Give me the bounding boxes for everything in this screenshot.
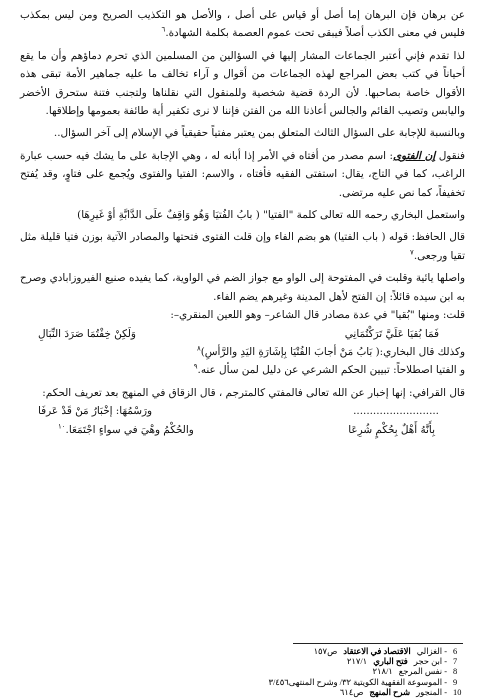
verse-3-second-hemistich bbox=[58, 421, 194, 439]
footnote-9 bbox=[163, 678, 463, 688]
paragraph-3: وبالنسبة للإجابة على السؤال الثالث المتعلق بمن يعتبر مفتياً حقيقياً في الإسلام إلى آخر السؤال.. bbox=[53, 127, 465, 140]
footnote-author: - الغزالي bbox=[416, 647, 447, 656]
footnote-reference: ٢١٧/١ bbox=[346, 657, 368, 667]
footnote-book: الاقتصاد في الاعتقاد bbox=[343, 647, 411, 656]
footnote-book: فتح الباري bbox=[373, 657, 408, 667]
footnote-book: شرح المنهج bbox=[369, 687, 411, 697]
footnote-8 bbox=[163, 667, 463, 677]
verse-2-second-hemistich: ورَسْمُهَا: إخْبَارُ مَنْ قَدْ عَرفَا bbox=[38, 405, 153, 418]
paragraph-9 bbox=[20, 343, 465, 361]
paragraph-6 bbox=[20, 228, 465, 265]
footnote-10 bbox=[163, 688, 463, 698]
footnote-number: 10 bbox=[453, 687, 462, 697]
term-fatwa-highlight: إن الفتوى bbox=[392, 149, 436, 162]
footnote-ref-8: ٨ bbox=[196, 344, 201, 353]
footnote-author: - المنجور bbox=[416, 687, 447, 697]
paragraph-9-text: وكذلك قال البخاري:( بَابُ مَنْ أجابَ الفُتْيَا بِإشَارَةِ اليَدِ والرَّأسِ) bbox=[200, 345, 465, 358]
paragraph-4-lead: فنقول bbox=[438, 149, 465, 162]
verse-2 bbox=[20, 402, 465, 420]
verse-3-first-hemistich: بِأَنَّهُ أَهْلٌ بِحُكْمٍ شُرِعَا bbox=[348, 423, 435, 436]
footnote-reference: ص٦١٤ bbox=[339, 687, 364, 697]
footnote-6 bbox=[163, 647, 463, 657]
paragraph-2: لذا تقدم فإني أعتبر الجماعات المشار إليها في السؤالين من المسلمين الذي تحرم دماؤهم وأن ما يقع أحياناً في كتب بعض المراجع لهذه الجماعات من أقوال و آراء تخالف ما عليه جماهير الأمة تبقى هذه الأقوال خاصة بصاحبها. لأن الردة قضية شخصية وللمنقول التي نقلناها ولتجنب فتنة ستحرق الأخضر واليابس وتصيب القائم والجالس أعاذنا الله من الفتن فإننا لا نرى تكفير أية طائفة بعمومها وإطلاقها. bbox=[20, 49, 465, 118]
footnote-divider bbox=[293, 643, 463, 644]
paragraph-4-text: : اسم مصدر من أفتاه في الأمر إذا أبانه له ، وهي الإجابة على ما يشك فيه حسب عبارة الراغب، كما في التاج، يقال: استفتى الفقيه فأفتاه ، والاسم: الفتيا والفتوى ويُجمع على فتاوٍ، وقد يُفتح تخفيفاً، كما نص عليه مرتضى. bbox=[20, 149, 465, 199]
footnote-reference: ٢١٨/١ bbox=[372, 667, 393, 677]
paragraph-4 bbox=[20, 147, 465, 202]
verse-3-second-text: والحُكْمُ وهْيَ في سواءٍ اجْتَمَعَا. bbox=[65, 423, 194, 436]
footnote-number: 9 bbox=[453, 677, 458, 687]
footnote-ref-6: ٦ bbox=[161, 25, 166, 34]
footnote-ref-10: ١٠ bbox=[58, 422, 66, 431]
footnote-author: - الموسوعة الفقهية الكويتية ٣٢/ وشرح المنتهى٣/٤٥٦ bbox=[268, 677, 447, 687]
verse-1-second-hemistich: وَلَكِنْ خِفْتُمَا صَرَدَ النِّبَالِ bbox=[38, 327, 136, 340]
paragraph-5: واستعمل البخاري رحمه الله تعالى كلمة "الفتيا" ( بابُ الفُتيَا وَهُو وَاقِفٌ علَى الدَّابَّةِ أوْ غَيرِهَا) bbox=[77, 209, 465, 222]
footnote-number: 8 bbox=[453, 667, 458, 677]
verse-1-first-hemistich: فَمَا بُقيَا عَلَيَّ تَرَكْتُمَانِي bbox=[344, 327, 439, 340]
paragraph-10-text: و الفتيا اصطلاحاً: تبيين الحكم الشرعي عن دليل لمن سأل عنه. bbox=[197, 364, 465, 377]
paragraph-10 bbox=[20, 361, 465, 379]
paragraph-8: قلت: ومنها "بُقيا" في عدة مصادر قال الشاعر– وهو اللعين المنقري–: bbox=[170, 309, 465, 322]
footnote-ref-7: ٧ bbox=[410, 248, 414, 257]
paragraph-7: واصلها يائية وقلبت في المفتوحة إلى الواو مع جواز الضم في الواوية، كما يفيده صنيع الفيروزابادي وصرح به ابن سيده قائلاً: إن الفتح لأهل المدينة وغيرهم يضم الفاء. bbox=[20, 272, 465, 303]
footnote-ref-9: ٩ bbox=[193, 362, 198, 371]
footnote-author: - نفس المرجع bbox=[398, 667, 447, 677]
paragraph-6-text: قال الحافظ: قوله ( باب الفتيا) هو بضم الفاء وإن قلت الفتوى فتحتها والمصادر الآتية بوزن فتيا قليلة مثل تقيا ورجعى. bbox=[20, 231, 465, 262]
verse-1 bbox=[20, 325, 465, 343]
footnote-7 bbox=[163, 657, 463, 667]
paragraph-11: قال القرافي: إنها إخبار عن الله تعالى فالمفتي كالمترجم ، قال الزقاق في المنهج بعد تعريف الحكم: bbox=[42, 386, 465, 399]
verse-3 bbox=[20, 421, 465, 439]
footnote-reference: ص١٥٧ bbox=[313, 647, 338, 656]
footnote-author: - ابن حجر bbox=[413, 657, 447, 667]
paragraph-1 bbox=[20, 6, 465, 43]
verse-2-first-hemistich: .......................... bbox=[353, 405, 439, 418]
paragraph-1-text: عن برهان فإن البرهان إما أصل أو قياس على أصل ، والأصل هو التكذيب الصريح ومن ليس بمكذب فليس في معنى الكذب أصلاً فيبقى تحت عموم العصمة بكلمة الشهادة. bbox=[20, 9, 465, 40]
footnote-number: 6 bbox=[453, 647, 458, 656]
footnote-number: 7 bbox=[453, 657, 458, 667]
footnotes bbox=[163, 647, 463, 698]
